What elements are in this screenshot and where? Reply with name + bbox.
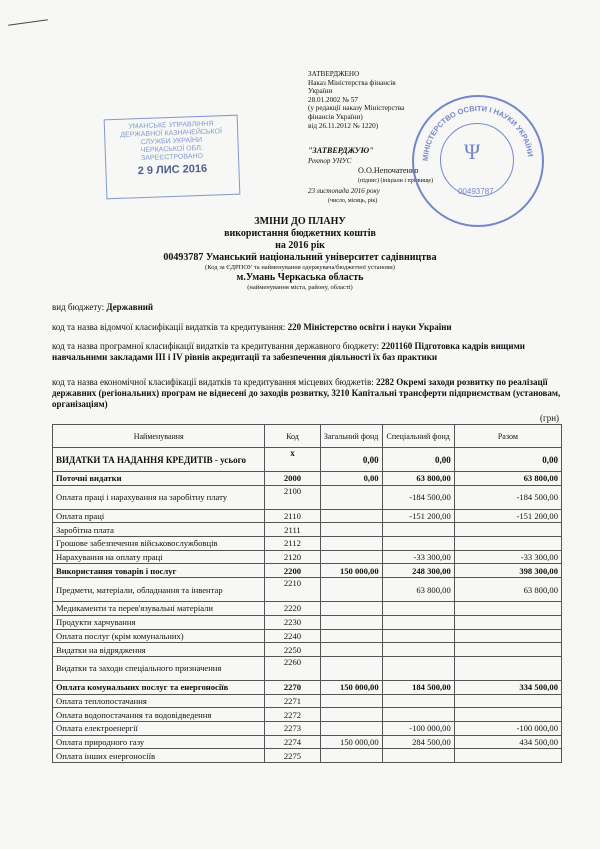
header-name: Найменування: [53, 425, 265, 448]
organization-name: 00493787 Уманський національний університет садівництва: [163, 252, 437, 263]
cell-general: [320, 629, 382, 643]
cell-name: Поточні видатки: [53, 472, 265, 486]
cell-total: 434 500,00: [454, 735, 561, 749]
table-row: [53, 656, 562, 680]
cell-special: -100 000,00: [382, 721, 454, 735]
table-row: [53, 629, 562, 643]
cell-code: 2274: [265, 735, 320, 749]
header-general: Загальний фонд: [320, 425, 382, 448]
cell-general: [320, 537, 382, 551]
cell-special: [382, 694, 454, 708]
cell-general: [320, 694, 382, 708]
cell-general: [320, 615, 382, 629]
cell-name: Видатки на відрядження: [53, 643, 265, 657]
cell-code: 2100: [265, 485, 320, 509]
cell-special: [382, 602, 454, 616]
cell-name: Нарахування на оплату праці: [53, 550, 265, 564]
cell-code: 2240: [265, 629, 320, 643]
cell-total: -33 300,00: [454, 550, 561, 564]
cell-total: 63 800,00: [454, 472, 561, 486]
table-row: [53, 680, 562, 694]
table-row: [53, 564, 562, 578]
cell-code: 2250: [265, 643, 320, 657]
cell-special: [382, 629, 454, 643]
table-row: [53, 615, 562, 629]
stamp-line: ЗАРЕЄСТРОВАНО: [140, 152, 204, 163]
header-special: Спеціальний фонд: [382, 425, 454, 448]
cell-name: Грошове забезпечення військовослужбовців: [53, 537, 265, 551]
cell-special: 0,00: [382, 448, 454, 472]
cell-name: Оплата інших енергоносіїв: [53, 749, 265, 763]
cell-general: 150 000,00: [320, 680, 382, 694]
cell-name: Оплата праці і нарахування на заробітну плату: [53, 485, 265, 509]
cell-total: [454, 615, 561, 629]
cell-special: 63 800,00: [382, 472, 454, 486]
title-line: ЗМІНИ ДО ПЛАНУ: [254, 216, 346, 227]
cell-total: [454, 708, 561, 722]
cell-total: [454, 749, 561, 763]
table-row: [53, 749, 562, 763]
cell-code: 2275: [265, 749, 320, 763]
cell-total: 334 500,00: [454, 680, 561, 694]
cell-name: Продукти харчування: [53, 615, 265, 629]
stamp-line: УМАНСЬКЕ УПРАВЛІННЯ: [128, 120, 214, 131]
cell-total: -100 000,00: [454, 721, 561, 735]
stamp-date: 2 9 ЛИС 2016: [137, 162, 208, 178]
university-seal: [412, 95, 544, 227]
approval-date: 23 листопада 2016 року: [308, 187, 380, 195]
cell-code: 2120: [265, 550, 320, 564]
cell-total: 0,00: [454, 448, 561, 472]
city-caption: (найменування міста, району, області): [247, 284, 353, 291]
stamp-line: ЧЕРКАСЬКОЇ ОБЛ.: [140, 144, 203, 155]
cell-name: Оплата природного газу: [53, 735, 265, 749]
organization-caption: (Код за ЄДРПОУ та найменування одержувача/бюджетної установи): [205, 264, 395, 271]
cell-total: [454, 523, 561, 537]
cell-name: ВИДАТКИ ТА НАДАННЯ КРЕДИТІВ - усього: [53, 448, 265, 472]
cell-special: [382, 656, 454, 680]
dept-classification: код та назва відомчої класифікації видатків та кредитування: 220 Міністерство освіти і науки України: [52, 322, 452, 332]
cell-special: 184 500,00: [382, 680, 454, 694]
stamp-line: СЛУЖБИ УКРАЇНИ: [140, 136, 203, 147]
cell-general: [320, 749, 382, 763]
program-classification: код та назва програмної класифікації видатків та кредитування державного бюджету: 2201160 Підготовка кадрів вищими навчальними закладами ІІІ і IV рівнів акредитації та забезпечення діяльності їх баз практики: [52, 341, 525, 362]
cell-special: [382, 749, 454, 763]
table-row: [53, 472, 562, 486]
approval-line: Наказ Міністерства фінансів: [308, 78, 396, 87]
cell-code: 2111: [265, 523, 320, 537]
cell-code: 2273: [265, 721, 320, 735]
cell-name: Медикаменти та перев'язувальні матеріали: [53, 602, 265, 616]
approver-name: О.О.Непочатенко: [358, 166, 419, 175]
table-row: [53, 602, 562, 616]
cell-total: [454, 602, 561, 616]
approver-position: Ректор УНУС: [308, 157, 352, 165]
cell-name: Оплата теплопостачання: [53, 694, 265, 708]
table-row: [53, 735, 562, 749]
cell-general: [320, 485, 382, 509]
cell-general: 0,00: [320, 448, 382, 472]
table-row: [53, 537, 562, 551]
cell-name: Видатки та заходи спеціального призначення: [53, 656, 265, 680]
cell-general: 150 000,00: [320, 735, 382, 749]
cell-total: [454, 694, 561, 708]
header-code: Код: [265, 425, 320, 448]
header-total: Разом: [454, 425, 561, 448]
cell-code: 2000: [265, 472, 320, 486]
cell-general: [320, 578, 382, 602]
cell-code: 2220: [265, 602, 320, 616]
cell-special: [382, 537, 454, 551]
corner-mark: [8, 19, 48, 26]
cell-general: [320, 721, 382, 735]
title-line: на 2016 рік: [275, 240, 325, 251]
table-header-row: [53, 425, 562, 448]
cell-total: [454, 656, 561, 680]
city-name: м.Умань Черкаська область: [236, 272, 364, 283]
currency-unit: (грн): [540, 413, 560, 423]
econ-classification: код та назва економічної класифікації видатків та кредитування місцевих бюджетів: 2282 Окремі заходи розвитку по реалізації державних (регіональних) програм не віднесені до заходів розвитку, 3210 Капітальні трансферти підприємствам (установам, організаціям): [52, 377, 561, 409]
seal-number: 00493787: [458, 187, 494, 196]
cell-general: 150 000,00: [320, 564, 382, 578]
approval-line: фінансів України): [308, 112, 363, 121]
approver-name-caption: (підпис) (ініціали і прізвище): [358, 178, 434, 184]
cell-special: 248 300,00: [382, 564, 454, 578]
cell-special: [382, 643, 454, 657]
table-row: [53, 485, 562, 509]
cell-total: 63 800,00: [454, 578, 561, 602]
cell-name: Заробітна плата: [53, 523, 265, 537]
cell-name: Оплата електроенергії: [53, 721, 265, 735]
approval-line: (у редакції наказу Міністерства: [308, 104, 405, 113]
table-row: [53, 509, 562, 523]
approval-line: від 26.11.2012 № 1220): [308, 121, 379, 130]
table-row: [53, 694, 562, 708]
table-row: [53, 523, 562, 537]
cell-code: 2271: [265, 694, 320, 708]
budget-type: вид бюджету: Державний: [52, 302, 154, 312]
cell-general: [320, 509, 382, 523]
cell-total: [454, 537, 561, 551]
table-row: [53, 708, 562, 722]
approval-date-caption: (число, місяць, рік): [328, 198, 378, 204]
cell-code: 2270: [265, 680, 320, 694]
cell-special: [382, 708, 454, 722]
cell-general: [320, 550, 382, 564]
table-row: [53, 550, 562, 564]
seal-text: МІНІСТЕРСТВО ОСВІТИ І НАУКИ УКРАЇНИ: [420, 103, 535, 162]
cell-name: Предмети, матеріали, обладнання та інвентар: [53, 578, 265, 602]
cell-special: -33 300,00: [382, 550, 454, 564]
cell-general: [320, 523, 382, 537]
cell-code: 2200: [265, 564, 320, 578]
approved-heading: "ЗАТВЕРДЖУЮ": [308, 146, 374, 155]
approval-line: 28.01.2002 № 57: [308, 95, 358, 104]
cell-general: [320, 708, 382, 722]
trident-icon: Ψ: [464, 139, 481, 164]
document-title: [40, 216, 560, 292]
cell-special: [382, 615, 454, 629]
cell-general: [320, 602, 382, 616]
cell-special: 63 800,00: [382, 578, 454, 602]
cell-name: Використання товарів і послуг: [53, 564, 265, 578]
cell-special: -151 200,00: [382, 509, 454, 523]
treasury-stamp: [104, 115, 241, 200]
approval-line: ЗАТВЕРДЖЕНО: [308, 70, 360, 78]
cell-total: 398 300,00: [454, 564, 561, 578]
title-line: використання бюджетних коштів: [224, 228, 376, 239]
cell-general: [320, 656, 382, 680]
cell-total: [454, 643, 561, 657]
table-row: [53, 578, 562, 602]
approval-line: України: [308, 87, 333, 96]
cell-total: -184 500,00: [454, 485, 561, 509]
table-row: [53, 643, 562, 657]
cell-name: Оплата послуг (крім комунальних): [53, 629, 265, 643]
cell-general: [320, 643, 382, 657]
cell-code: 2110: [265, 509, 320, 523]
table-row: [53, 721, 562, 735]
cell-general: 0,00: [320, 472, 382, 486]
cell-special: -184 500,00: [382, 485, 454, 509]
cell-code: 2230: [265, 615, 320, 629]
budget-table: [52, 424, 562, 763]
cell-total: [454, 629, 561, 643]
cell-special: [382, 523, 454, 537]
cell-code: 2112: [265, 537, 320, 551]
cell-special: 284 500,00: [382, 735, 454, 749]
cell-code: 2272: [265, 708, 320, 722]
cell-code: х: [265, 448, 320, 472]
cell-code: 2260: [265, 656, 320, 680]
cell-code: 2210: [265, 578, 320, 602]
cell-total: -151 200,00: [454, 509, 561, 523]
cell-name: Оплата водопостачання та водовідведення: [53, 708, 265, 722]
stamp-line: ДЕРЖАВНОЇ КАЗНАЧЕЙСЬКОЇ: [120, 128, 223, 139]
cell-name: Оплата комунальних послуг та енергоносіїв: [53, 680, 265, 694]
cell-name: Оплата праці: [53, 509, 265, 523]
table-row: [53, 448, 562, 472]
